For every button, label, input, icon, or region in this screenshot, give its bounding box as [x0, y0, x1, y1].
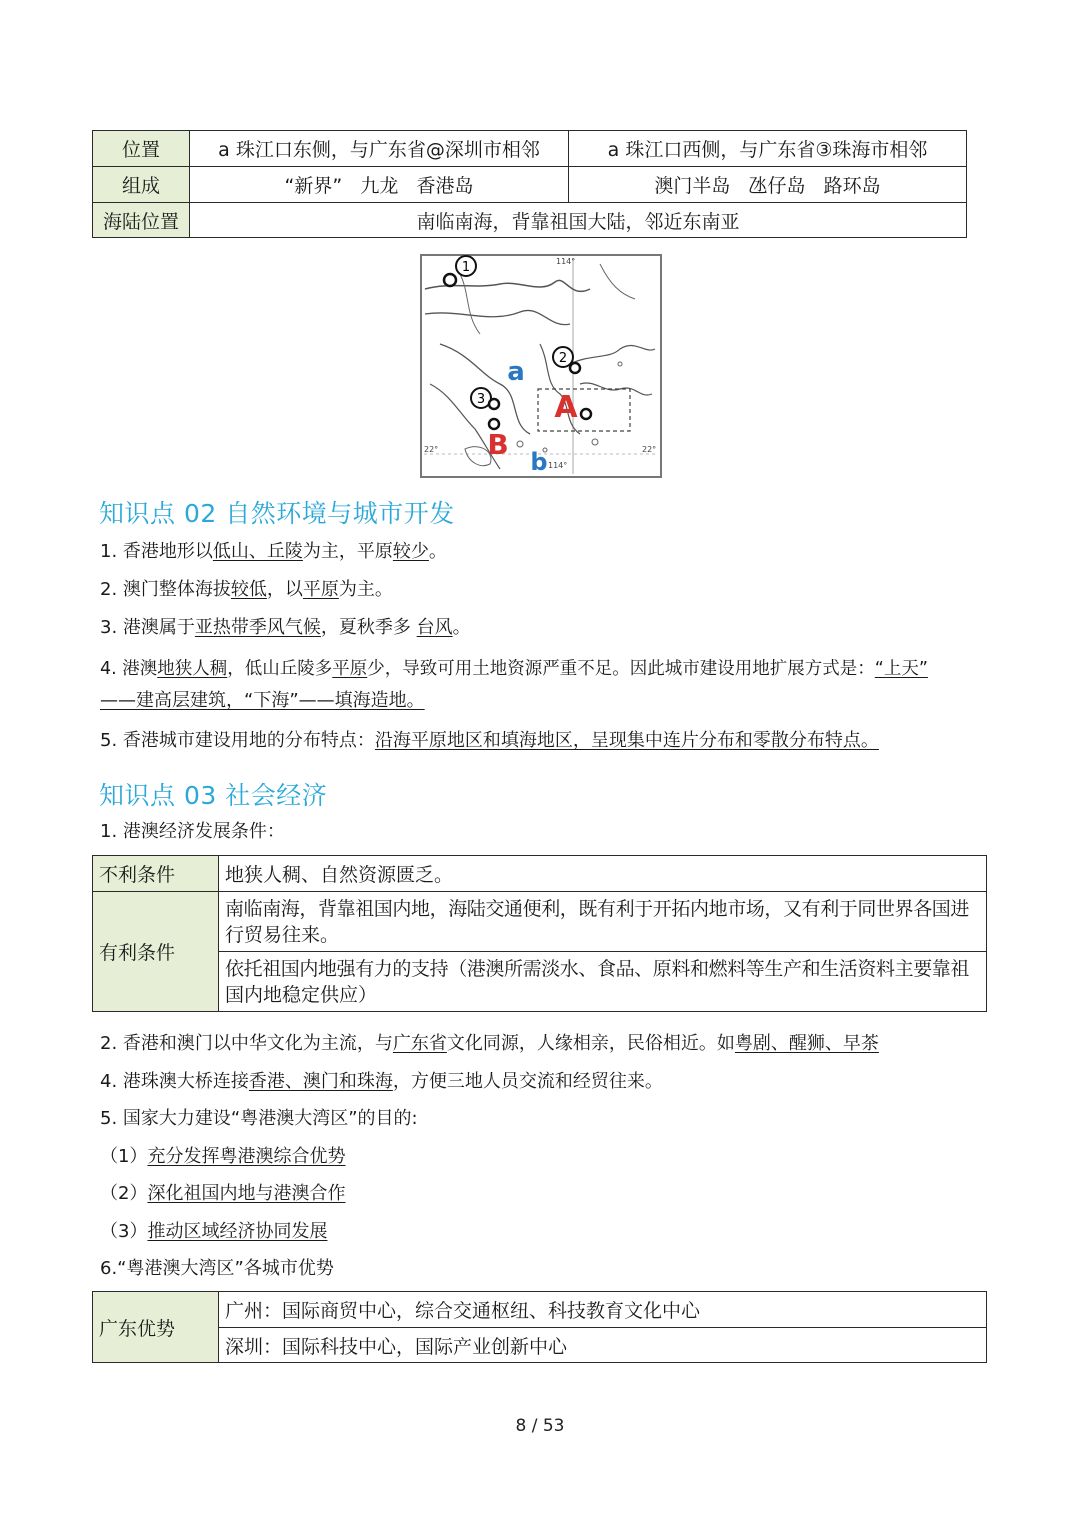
guangzhou-advantage: 广州：国际商贸中心，综合交通枢纽、科技教育文化中心 [219, 1292, 987, 1328]
hk-position: a 珠江口东侧，与广东省@深圳市相邻 [190, 131, 569, 167]
good-text-1: 南临南海，背靠祖国内地，海陆交通便利，既有利于开拓内地市场，又有利于同世界各国进 行贸易往来。 [219, 892, 987, 952]
map-label-B: B [487, 428, 509, 461]
nature-item-4-cont: ——建高层建筑，“下海”——填海造地。 [100, 690, 425, 711]
economy-item-2: 2. 香港和澳门以中华文化为主流，与广东省文化同源，人缘相亲，民俗相近。如粤剧、醒狮、早茶 [100, 1033, 879, 1054]
lat-right: 22° [642, 445, 657, 454]
location-table [92, 130, 967, 238]
lon-bottom: 114° [548, 461, 568, 470]
guangdong-advantage-label: 广东优势 [93, 1292, 219, 1363]
page-number: 8 / 53 [515, 1416, 565, 1436]
purpose-3: （3）推动区域经济协同发展 [100, 1221, 328, 1242]
nature-item-5: 5. 香港城市建设用地的分布特点：沿海平原地区和填海地区，呈现集中连片分布和零散分布特点。 [100, 730, 879, 751]
mo-composition: 澳门半岛 氹仔岛 路环岛 [569, 167, 967, 203]
good-label: 有利条件 [93, 892, 219, 1012]
section-03-title: 知识点 03 社会经济 [99, 781, 328, 810]
economy-item-5: 5. 国家大力建设“粤港澳大湾区”的目的: [100, 1108, 418, 1129]
conditions-table [92, 855, 987, 1012]
economy-item-6: 6.“粤港澳大湾区”各城市优势 [100, 1258, 334, 1279]
economy-item-4: 4. 港珠澳大桥连接香港、澳门和珠海，方便三地人员交流和经贸往来。 [100, 1071, 663, 1092]
bad-text: 地狭人稠、自然资源匮乏。 [219, 856, 987, 892]
marker-1: 1 [461, 260, 471, 275]
nature-item-4: 4. 港澳地狭人稠，低山丘陵多平原少，导致可用土地资源严重不足。因此城市建设用地扩展方式是：“上天” [100, 659, 928, 679]
row-label-position: 位置 [93, 131, 190, 167]
hk-composition: “新界” 九龙 香港岛 [190, 167, 569, 203]
economy-intro: 1. 港澳经济发展条件： [100, 821, 285, 842]
sea-land-position: 南临南海，背靠祖国大陆，邻近东南亚 [190, 203, 967, 238]
row-label-composition: 组成 [93, 167, 190, 203]
row-label-sea-land: 海陆位置 [93, 203, 190, 238]
purpose-2: （2）深化祖国内地与港澳合作 [100, 1183, 346, 1204]
lon-top: 114° [556, 257, 576, 266]
good-text-2: 依托祖国内地强有力的支持（港澳所需淡水、食品、原料和燃料等生产和生活资料主要靠祖 国内地稳定供应） [219, 952, 987, 1012]
advantages-table [92, 1291, 987, 1363]
marker-3: 3 [476, 392, 486, 407]
marker-2: 2 [558, 351, 568, 366]
nature-item-3: 3. 港澳属于亚热带季风气候，夏秋季多 台风。 [100, 617, 471, 638]
pearl-river-delta-map [420, 254, 662, 478]
section-02-title: 知识点 02 自然环境与城市开发 [99, 499, 455, 528]
nature-item-1: 1. 香港地形以低山、丘陵为主，平原较少。 [100, 541, 447, 562]
bad-label: 不利条件 [93, 856, 219, 892]
nature-item-2: 2. 澳门整体海拔较低，以平原为主。 [100, 579, 393, 600]
purpose-1: （1）充分发挥粤港澳综合优势 [100, 1146, 346, 1167]
map-label-b: b [530, 448, 548, 476]
map-label-A: A [554, 390, 578, 425]
map-label-a: a [507, 357, 525, 387]
shenzhen-advantage: 深圳：国际科技中心，国际产业创新中心 [219, 1328, 987, 1363]
lat-left: 22° [424, 445, 439, 454]
mo-position: a 珠江口西侧，与广东省③珠海市相邻 [569, 131, 967, 167]
